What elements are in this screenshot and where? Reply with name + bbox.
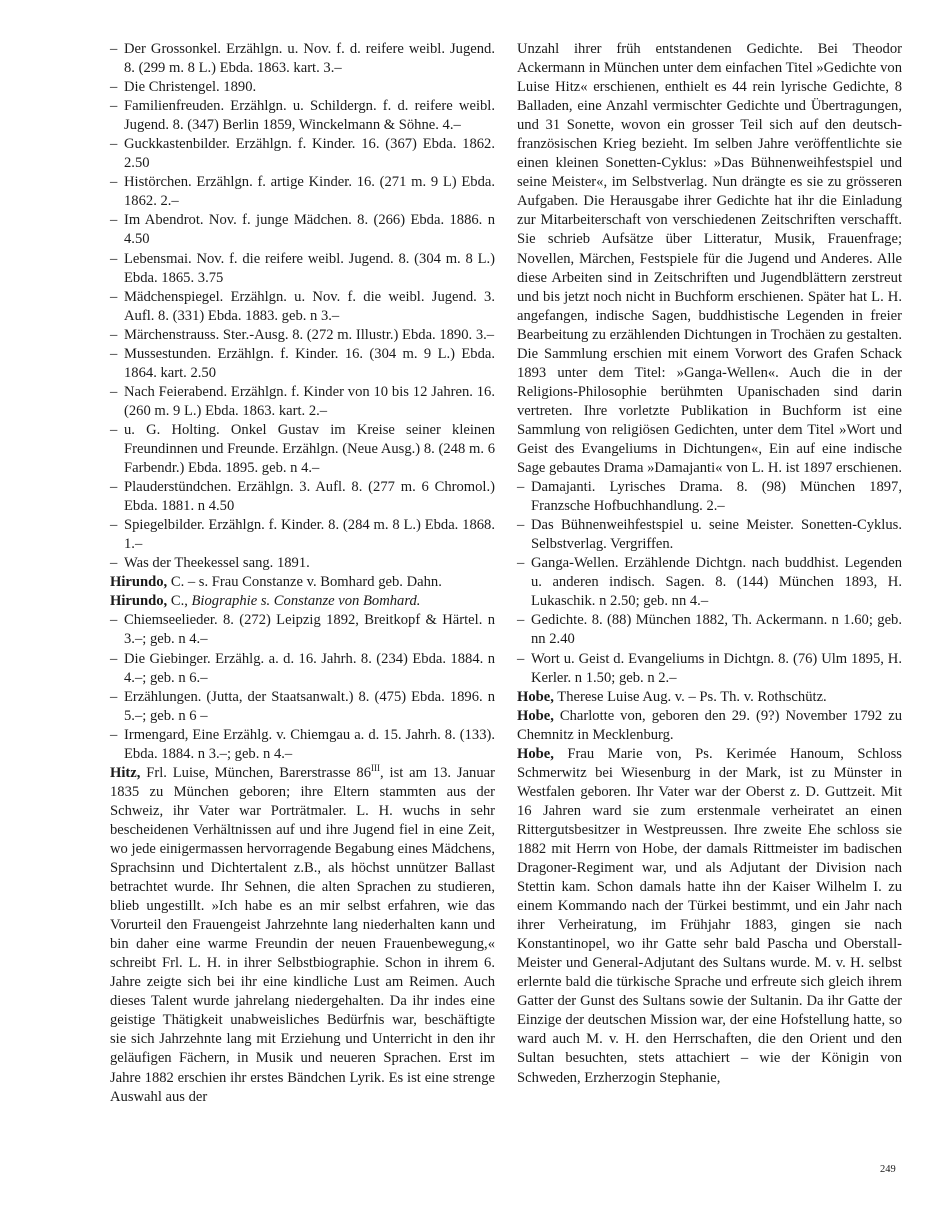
dash-marker: –: [110, 326, 118, 343]
works-list-hirundo: [110, 611, 495, 763]
dash-marker: –: [110, 555, 118, 572]
dash-marker: –: [517, 650, 525, 667]
right-column: [517, 40, 902, 1088]
work-entry-text: Spiegelbilder. Erzählgn. f. Kinder. 8. (284 m. 8 L.) Ebda. 1868. 1.–: [124, 517, 495, 553]
work-entry: [110, 250, 495, 288]
entry-hobe-3: [517, 745, 902, 1088]
work-entry-text: Im Abendrot. Nov. f. junge Mädchen. 8. (266) Ebda. 1886. n 4.50: [124, 212, 495, 248]
entry-hobe-1: [517, 688, 902, 707]
work-entry: [110, 421, 495, 478]
work-entry: [110, 211, 495, 249]
work-entry-text: Ganga-Wellen. Erzählende Dichtgn. nach buddhist. Legenden u. anderen indisch. Sagen. 8. (144) München 1893, H. Lukaschik. n 2.50; geb. nn 4.–: [531, 555, 902, 610]
work-entry-text: u. G. Holting. Onkel Gustav im Kreise seiner kleinen Freundinnen und Freunde. Erzählgn. (Neue Ausg.) 8. (248 m. 6 Farbendr.) Ebda. 1895. geb. n 4.–: [124, 421, 495, 477]
entry-hirundo-2: [110, 592, 495, 611]
work-entry: [110, 383, 495, 421]
work-entry: [110, 288, 495, 326]
entry-text: Frau Marie von, Ps. Kerimée Hanoum, Schloss Schmerwitz bei Wiesenburg in der Mark, ist zu Münster in Westfalen geboren. Ihr Vater war der Oberst z. D. Guttzeit. Mit 16 Jahren ward sie zum erstenmale verheiratet an einen Rittergutsbesitzer in Westpreussen. Ihre zweite Ehe schloss sie 1882 mit Herrn von Hobe, der damals Rittmeister im badischen Dragoner-Regiment war, und als Adjutant der Division nach Stettin kam. Schon damals hatte ihn der Kaiser Wilhelm I. zu einem Kommando nach der Türkei bestimmt, und ein Jahr nach ihrer Verheiratung, im Frühjahr 1883, gingen sie nach Konstantinopel, wo ihr Gatte sehr bald Pascha und Oberstall-Meister und General-Adjutant des Sultans wurde. M. v. H. selbst erlernte bald die türkische Sprache und erfreute sich gleich ihrem Gatter der Gunst des Sultans sowie der Sultanin. Da ihr Gatte der Einzige der deutschen Mission war, der eine Hofstellung hatte, so ward auch M. v. H. den Herrschaften, die den Orient und den Sultan besuchten, stets attachiert – wie der Königin von Schweden, Erzherzogin Stephanie,: [517, 745, 902, 1086]
entry-text: C. – s. Frau Constanze v. Bomhard geb. Dahn.: [167, 574, 442, 591]
entry-italic-text: Biographie s. Constanze von Bomhard.: [191, 593, 421, 610]
work-entry-text: Gedichte. 8. (88) München 1882, Th. Ackermann. n 1.60; geb. nn 2.40: [531, 612, 902, 648]
work-entry-text: Chiemseelieder. 8. (272) Leipzig 1892, Breitkopf & Härtel. n 3.–; geb. n 4.–: [124, 612, 495, 648]
work-entry-text: Wort u. Geist d. Evangeliums in Dichtgn. 8. (76) Ulm 1895, H. Kerler. n 1.50; geb. n 2.–: [531, 650, 902, 686]
dash-marker: –: [517, 612, 525, 629]
work-entry-text: Irmengard, Eine Erzählg. v. Chiemgau a. d. 15. Jahrh. 8. (133). Ebda. 1884. n 3.–; geb. n 4.–: [124, 726, 495, 762]
dash-marker: –: [110, 288, 118, 305]
dash-marker: –: [517, 517, 525, 534]
work-entry: [110, 97, 495, 135]
dash-marker: –: [110, 612, 118, 629]
work-entry: [110, 478, 495, 516]
work-entry: [110, 726, 495, 764]
dash-marker: –: [110, 98, 118, 115]
dash-marker: –: [110, 345, 118, 362]
work-entry-text: Was der Theekessel sang. 1891.: [124, 555, 310, 572]
entry-text: Frl. Luise, München, Barerstrasse 86: [140, 764, 372, 781]
entry-text: C.,: [167, 593, 192, 610]
works-list-top: [110, 40, 495, 573]
work-entry-text: Die Giebinger. Erzählg. a. d. 16. Jahrh. 8. (234) Ebda. 1884. n 4.–; geb. n 6.–: [124, 650, 495, 686]
works-list-hitz: [517, 478, 902, 688]
work-entry: [110, 78, 495, 97]
entry-name: Hirundo,: [110, 593, 168, 610]
work-entry: [517, 516, 902, 554]
page-number: 249: [880, 1164, 896, 1175]
entry-name: Hobe,: [517, 688, 554, 705]
dash-marker: –: [110, 726, 118, 743]
entry-text: Therese Luise Aug. v. – Ps. Th. v. Rothschütz.: [553, 688, 827, 705]
work-entry: [517, 554, 902, 611]
dash-marker: –: [110, 174, 118, 191]
work-entry-text: Die Christengel. 1890.: [124, 79, 257, 96]
work-entry-text: Mussestunden. Erzählgn. f. Kinder. 16. (304 m. 9 L.) Ebda. 1864. kart. 2.50: [124, 345, 495, 381]
work-entry: [110, 688, 495, 726]
work-entry: [517, 650, 902, 688]
dash-marker: –: [110, 479, 118, 496]
entry-name: Hobe,: [517, 745, 554, 762]
work-entry: [517, 611, 902, 649]
entry-name: Hobe,: [517, 707, 554, 724]
work-entry-text: Märchenstrauss. Ster.-Ausg. 8. (272 m. Illustr.) Ebda. 1890. 3.–: [124, 326, 495, 343]
entry-text: Charlotte von, geboren den 29. (9?) November 1792 zu Chemnitz in Mecklenburg.: [517, 707, 902, 743]
work-entry-text: Lebensmai. Nov. f. die reifere weibl. Jugend. 8. (304 m. 8 L.) Ebda. 1865. 3.75: [124, 250, 495, 286]
dash-marker: –: [110, 41, 118, 57]
entry-name: Hitz,: [110, 764, 141, 781]
work-entry: [110, 326, 495, 345]
entry-name: Hirundo,: [110, 574, 168, 591]
work-entry: [110, 516, 495, 554]
left-column: [110, 40, 495, 1107]
work-entry-text: Familienfreuden. Erzählgn. u. Schildergn. f. d. reifere weibl. Jugend. 8. (347) Berlin 1859, Winckelmann & Söhne. 4.–: [124, 98, 495, 134]
entry-hitz-continued: Unzahl ihrer früh entstandenen Gedichte. Bei Theodor Ackermann in München unter dem einfachen Titel »Gedichte von Luise Hitz« erschienen, enthielt es 44 rein lyrische Gedichte, 8 Balladen, eine Anzahl vermischter Gedichte und Übertragungen, und 31 Sonette, wovon ein grosser Teil sich auf den deutsch-französischen Krieg bezieht. Im selben Jahre veröffentlichte sie einen kleinen Sonetten-Cyklus: »Das Bühnenweihfestspiel und seine Meister«, im Selbstverlag. Nun drängte es sie zu grösseren Aufgaben. Die Herausgabe ihrer Gedichte hat ihr die Einladung zur Mitarbeiterschaft von verschiedenen Zeitschriften verschafft. Sie schrieb Aufsätze über Litteratur, Musik, Frauenfrage; Novellen, Märchen, Festspiele für die Jugend und Anderes. Alle diese Arbeiten sind in Zeitschriften und Jugendblättern zerstreut und bis jetzt noch nicht in Buchform erschienen. Später hat L. H. angefangen, indische Sagen, buddhistische Legenden in freier Bearbeitung zu erzählenden Dichtungen in Trochäen zu gestalten. Die Sammlung erschien mit einem Vorwort des Grafen Schack 1893 unter dem Titel: »Ganga-Wellen«. Auch die in der Religions-Philosophie berühmten Upanischaden sind darin vertreten. Ihre vorletzte Publikation in Buchform ist eine Sammlung von religiösen Gedichten, unter dem Titel »Wort und Geist des Evangeliums in Dichtungen«, Ein auf eine indische Sage gebautes Drama »Damajanti« von L. H. ist 1897 erschienen.: [517, 41, 903, 477]
dash-marker: –: [110, 688, 118, 705]
entry-hobe-2: [517, 707, 902, 745]
work-entry-text: Das Bühnenweihfestspiel u. seine Meister. Sonetten-Cyklus. Selbstverlag. Vergriffen.: [531, 517, 902, 553]
dash-marker: –: [110, 383, 118, 400]
dash-marker: –: [110, 650, 118, 667]
dash-marker: –: [110, 250, 118, 267]
work-entry-text: Damajanti. Lyrisches Drama. 8. (98) München 1897, Franzsche Hofbuchhandlung. 2.–: [531, 479, 902, 515]
work-entry: [110, 611, 495, 649]
dash-marker: –: [517, 479, 525, 496]
entry-text-continued: , ist am 13. Januar 1835 zu München geboren; ihre Eltern stammten aus der Schweiz, ihr Vater war Porträtmaler. L. H. wuchs in sehr bescheidenen Verhältnissen auf und ihre Jugend fiel in eine Zeit, wo jede einigermassen hervorragende Begabung eines Mädchens, Sprachsinn und Dichtertalent z.B., als höchst unnützer Ballast betrachtet wurde. Ihr Sehnen, die alten Sprachen zu studieren, blieb ungestillt. »Ich habe es an mir selbst erfahren, wie das Vorurteil den Frauengeist Jahrzehnte lang niederhalten kann und bin daher eine warme Freundin der neuen Frauenbewegung,« schreibt Frl. L. H. in ihrer Selbstbiographie. Schon in ihrem 6. Jahre zeigte sich bei ihr eine kindliche Lust am Reimen. Auch dieses Talent wurde jahrelang niedergehalten. Da ihr indes eine geistige Thätigkeit unabweisliches Bedürfnis war, beschäftigte sie sich Jahrzehnte lang mit Erziehung und Unterricht in den ihr geläufigen Fächern, in Musik und neueren Sprachen. Erst im Jahre 1882 erschien ihr erstes Bändchen Lyrik. Es ist eine strenge Auswahl aus der: [110, 764, 495, 1105]
dash-marker: –: [110, 212, 118, 229]
work-entry: [110, 135, 495, 173]
work-entry: [517, 478, 902, 516]
entry-hirundo-1: [110, 573, 495, 592]
dash-marker: –: [110, 421, 118, 438]
work-entry: [110, 554, 495, 573]
dash-marker: –: [110, 517, 118, 534]
dash-marker: –: [110, 79, 118, 96]
work-entry: [110, 650, 495, 688]
work-entry: [110, 345, 495, 383]
superscript: III: [371, 762, 381, 773]
work-entry-text: Nach Feierabend. Erzählgn. f. Kinder von 10 bis 12 Jahren. 16. (260 m. 9 L.) Ebda. 1863. kart. 2.–: [124, 383, 495, 419]
work-entry-text: Der Grossonkel. Erzählgn. u. Nov. f. d. reifere weibl. Jugend. 8. (299 m. 8 L.) Ebda. 1863. kart. 3.–: [124, 41, 495, 77]
dash-marker: –: [517, 555, 525, 572]
work-entry-text: Erzählungen. (Jutta, der Staatsanwalt.) 8. (475) Ebda. 1896. n 5.–; geb. n 6 –: [124, 688, 495, 724]
work-entry-text: Plauderstündchen. Erzählgn. 3. Aufl. 8. (277 m. 6 Chromol.) Ebda. 1881. n 4.50: [124, 479, 495, 515]
work-entry: [110, 173, 495, 211]
work-entry-text: Guckkastenbilder. Erzählgn. f. Kinder. 16. (367) Ebda. 1862. 2.50: [124, 136, 495, 172]
work-entry: [110, 40, 495, 78]
work-entry-text: Histörchen. Erzählgn. f. artige Kinder. 16. (271 m. 9 L) Ebda. 1862. 2.–: [124, 174, 495, 210]
entry-hitz: [110, 764, 495, 1107]
dash-marker: –: [110, 136, 118, 153]
work-entry-text: Mädchenspiegel. Erzählgn. u. Nov. f. die weibl. Jugend. 3. Aufl. 8. (331) Ebda. 1883. geb. n 3.–: [124, 288, 495, 324]
